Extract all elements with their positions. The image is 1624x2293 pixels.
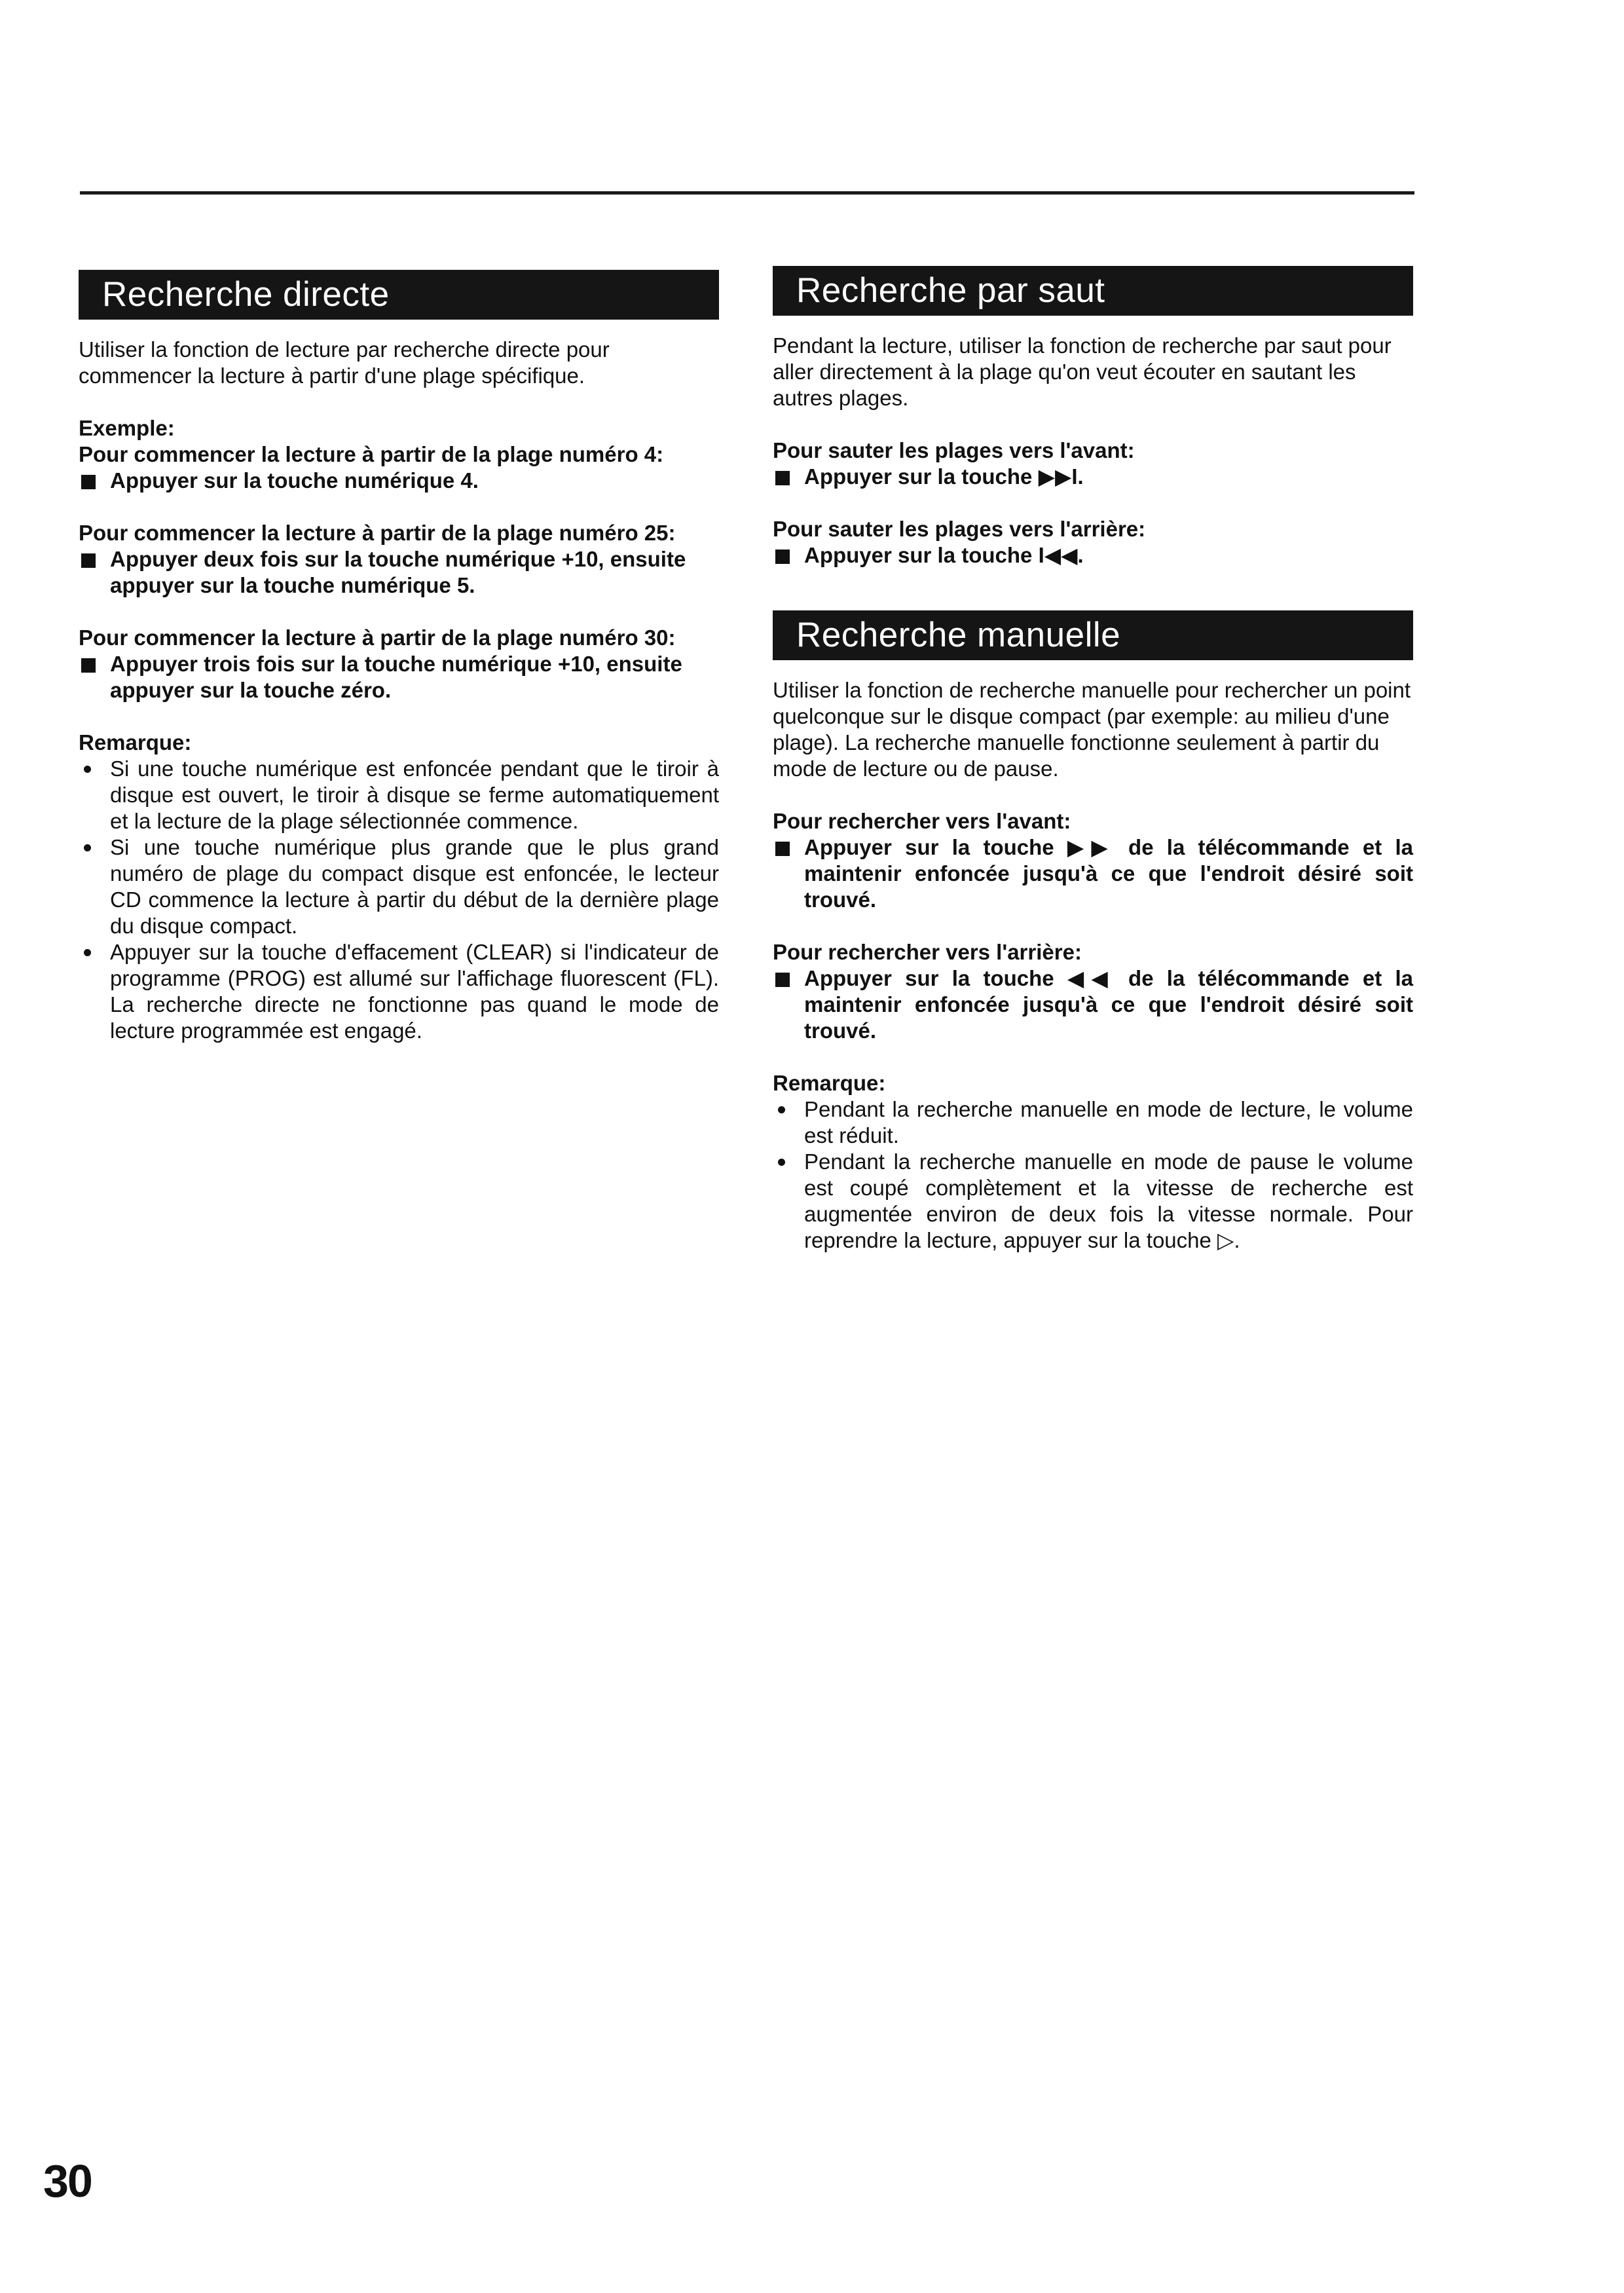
step-text: Appuyer sur la touche I◀◀. [804, 543, 1084, 567]
example-label: Exemple: [79, 416, 175, 440]
square-bullet-icon [775, 550, 790, 564]
intro-text: Utiliser la fonction de recherche manuelle pour rechercher un point quelconque sur le disque compact (par exemple: au milieu d'une plage). La recherche manuelle fonctionne seulement à partir du mode de lecture ou de pause. [773, 678, 1411, 781]
top-rule [80, 191, 1414, 195]
instruction-block [773, 939, 1413, 1044]
remark-text: Appuyer sur la touche d'effacement (CLEAR) si l'indicateur de programme (PROG) est allumé sur l'affichage fluorescent (FL). La recherche directe ne fonctionne pas quand le mode de lecture programmée est engagé. [110, 940, 719, 1043]
remark-item [773, 1096, 1413, 1149]
example-block [79, 625, 719, 703]
step-text: Appuyer sur la touche numérique 4. [110, 468, 479, 493]
intro-text: Pendant la lecture, utiliser la fonction de recherche par saut pour aller directement à la plage qu'on veut écouter en sautant les autres plages. [773, 333, 1392, 410]
example-title: Pour commencer la lecture à partir de la plage numéro 30: [79, 625, 676, 650]
section-heading: Recherche par saut [773, 266, 1413, 316]
step-text: Appuyer deux fois sur la touche numérique +10, ensuite appuyer sur la touche numérique 5. [110, 547, 686, 597]
square-bullet-icon [81, 475, 96, 489]
example-title: Pour commencer la lecture à partir de la plage numéro 4: [79, 442, 664, 466]
instruction-title: Pour rechercher vers l'arrière: [773, 940, 1082, 964]
step-text: Appuyer sur la touche ◀◀ de la télécommande et la maintenir enfoncée jusqu'à ce que l'endroit désiré soit trouvé. [804, 966, 1413, 1043]
right-column [773, 266, 1413, 1254]
remark-label: Remarque: [773, 1071, 886, 1095]
example-block [79, 520, 719, 599]
square-bullet-icon [81, 553, 96, 568]
instruction-title: Pour sauter les plages vers l'avant: [773, 438, 1135, 462]
step-item [773, 464, 1413, 490]
section-skip-search [773, 266, 1413, 569]
step-text: Appuyer sur la touche ▶▶ de la télécommande et la maintenir enfoncée jusqu'à ce que l'endroit désiré soit trouvé. [804, 835, 1413, 912]
bullet-dot-icon [778, 1106, 785, 1113]
instruction-block [773, 808, 1413, 913]
instruction-title: Pour sauter les plages vers l'arrière: [773, 517, 1146, 541]
bullet-dot-icon [778, 1159, 785, 1166]
remark-block [773, 1070, 1413, 1254]
square-bullet-icon [775, 471, 790, 485]
remark-block [79, 730, 719, 1044]
instruction-block [773, 516, 1413, 569]
page-number: 30 [43, 2155, 92, 2207]
remark-text: Si une touche numérique est enfoncée pendant que le tiroir à disque est ouvert, le tiroir à disque se ferme automatiquement et la lecture de la plage sélectionnée commence. [110, 756, 719, 833]
step-item [773, 834, 1413, 913]
step-text: Appuyer sur la touche ▶▶I. [804, 464, 1084, 489]
step-item [79, 468, 719, 494]
remark-item [79, 756, 719, 834]
example-title: Pour commencer la lecture à partir de la plage numéro 25: [79, 521, 676, 545]
instruction-title: Pour rechercher vers l'avant: [773, 809, 1071, 833]
section-direct-search [79, 270, 719, 1044]
square-bullet-icon [775, 973, 790, 987]
section-manual-search [773, 610, 1413, 1254]
example-block [79, 415, 719, 494]
intro-text: Utiliser la fonction de lecture par recherche directe pour commencer la lecture à partir d'une plage spécifique. [79, 337, 610, 388]
step-item [773, 965, 1413, 1044]
instruction-block [773, 438, 1413, 490]
step-item [773, 542, 1413, 569]
section-heading: Recherche manuelle [773, 610, 1413, 660]
step-item [79, 546, 719, 599]
bullet-dot-icon [84, 949, 91, 956]
step-item [79, 651, 719, 703]
remark-text: Pendant la recherche manuelle en mode de pause le volume est coupé complètement et la vitesse de recherche est augmentée environ de deux fois la vitesse normale. Pour reprendre la lecture, appuyer sur la touche ▷. [804, 1149, 1413, 1252]
remark-item [79, 834, 719, 939]
remark-label: Remarque: [79, 730, 192, 755]
step-text: Appuyer trois fois sur la touche numérique +10, ensuite appuyer sur la touche zéro. [110, 652, 682, 702]
section-heading: Recherche directe [79, 270, 719, 320]
remark-text: Pendant la recherche manuelle en mode de lecture, le volume est réduit. [804, 1097, 1413, 1147]
remark-item [773, 1149, 1413, 1254]
remark-text: Si une touche numérique plus grande que le plus grand numéro de plage du compact disque est enfoncée, le lecteur CD commence la lecture à partir du début de la dernière plage du disque compact. [110, 835, 719, 938]
square-bullet-icon [81, 658, 96, 673]
remark-item [79, 939, 719, 1044]
bullet-dot-icon [84, 766, 91, 773]
bullet-dot-icon [84, 844, 91, 851]
square-bullet-icon [775, 842, 790, 856]
